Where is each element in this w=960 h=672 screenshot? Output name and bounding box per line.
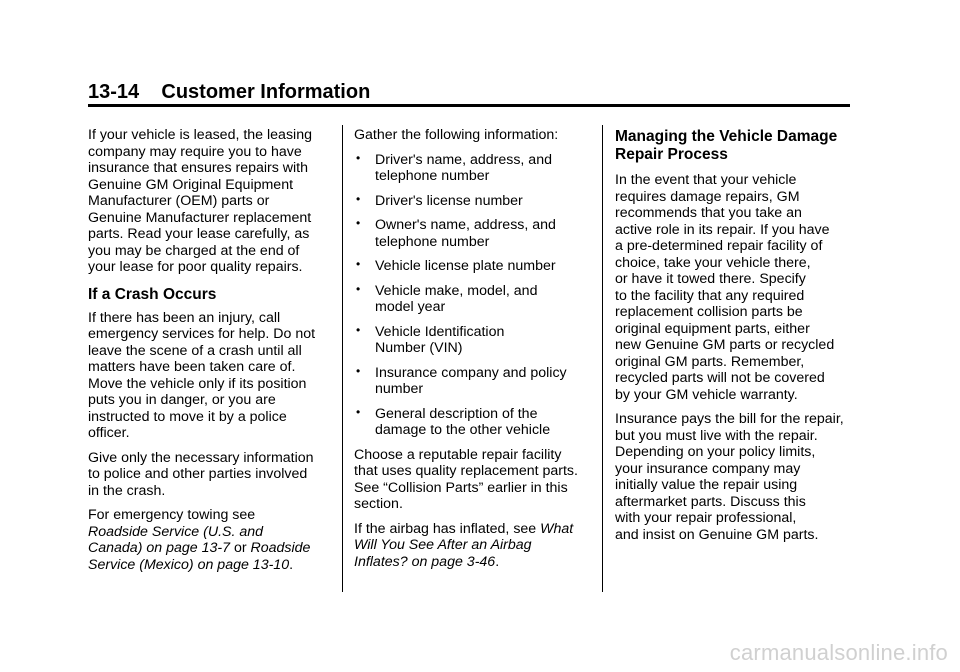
repair-facility-paragraph <box>354 447 594 513</box>
crash-paragraph <box>88 310 333 442</box>
text-line: Choose a reputable repair facility <box>354 446 562 463</box>
text-line: by your GM vehicle warranty. <box>615 386 798 403</box>
text-line: puts you in danger, or you are <box>88 392 276 408</box>
text-line: instructed to move it by a police <box>88 408 287 425</box>
text-line: company may require you to have <box>88 143 302 160</box>
info-list <box>354 152 594 439</box>
text-line: Vehicle make, model, and <box>375 282 538 299</box>
crash-heading: If a Crash Occurs <box>88 285 217 303</box>
text-line: aftermarket parts. Discuss this <box>615 493 806 510</box>
text-line: you may be charged at the end of <box>88 242 300 259</box>
bullet-icon: • <box>356 363 361 378</box>
header-rule <box>88 104 850 107</box>
towing-paragraph <box>88 507 333 573</box>
watermark: carmanualsonline.info <box>729 640 948 665</box>
text-line: Driver's name, address, and <box>375 151 552 168</box>
text-line: but you must live with the repair. <box>615 427 818 444</box>
text-line: See “Collision Parts” earlier in this <box>354 479 568 496</box>
text-line: section. <box>354 496 403 512</box>
damage-repair-paragraph <box>615 172 855 403</box>
text-line: model year <box>375 299 446 315</box>
list-item <box>354 406 594 439</box>
text-line: initially value the repair using <box>615 477 798 493</box>
column-divider <box>342 125 343 592</box>
lease-paragraph <box>88 127 333 276</box>
text-line: original equipment parts, either <box>615 320 810 337</box>
gather-intro <box>354 127 594 144</box>
airbag-text: If the airbag has inflated, see <box>354 520 541 537</box>
text-line <box>88 557 333 574</box>
column-2 <box>354 127 594 578</box>
text-line: Give only the necessary information <box>88 449 314 466</box>
text-line: leave the scene of a crash until all <box>88 342 302 359</box>
text-line: recycled parts will not be covered <box>615 370 825 386</box>
list-item <box>354 324 594 357</box>
text-line: to police and other parties involved <box>88 466 308 482</box>
text-line: damage to the other vehicle <box>375 422 551 438</box>
text-line: Vehicle license plate number <box>375 258 556 274</box>
list-item <box>354 258 594 275</box>
text-line: telephone number <box>375 233 490 250</box>
text-line: your lease for poor quality repairs. <box>88 259 303 275</box>
column-3 <box>615 127 855 551</box>
text-line: with your repair professional, <box>615 510 797 526</box>
heading-line: Repair Process <box>615 146 728 163</box>
text-line: your insurance company may <box>615 460 801 477</box>
bullet-icon: • <box>356 281 361 296</box>
connector-text: or <box>230 540 251 556</box>
text-line: matters have been taken care of. <box>88 359 296 375</box>
text-line: or have it towed there. Specify <box>615 271 806 287</box>
text-line: If your vehicle is leased, the leasing <box>88 127 312 143</box>
text-line: replacement collision parts be <box>615 304 803 320</box>
text-line: Driver's license number <box>375 192 523 209</box>
text-line: parts. Read your lease carefully, as <box>88 226 310 242</box>
text-line: recommends that you take an <box>615 205 802 221</box>
text-line: to the facility that any required <box>615 287 805 304</box>
period: . <box>495 553 500 570</box>
list-item <box>354 217 594 250</box>
text-line: emergency services for help. Do not <box>88 326 316 342</box>
text-line: General description of the <box>375 405 538 422</box>
text-line: choice, take your vehicle there, <box>615 254 811 271</box>
text-line: insurance that ensures repairs with <box>88 160 309 176</box>
text-line: Number (VIN) <box>375 340 463 356</box>
text-line: If there has been an injury, call <box>88 309 281 326</box>
bullet-icon: • <box>356 257 361 271</box>
bullet-icon: • <box>356 191 361 206</box>
text-line: number <box>375 381 424 397</box>
text-line <box>354 521 594 538</box>
text-line: and insist on Genuine GM parts. <box>615 526 819 543</box>
text-line: in the crash. <box>88 482 166 499</box>
text-line: For emergency towing see <box>88 507 256 523</box>
text-line: Genuine Manufacturer replacement <box>88 209 312 226</box>
text-line <box>354 554 594 571</box>
text-line: Insurance pays the bill for the repair, <box>615 411 844 427</box>
bullet-icon: • <box>356 216 361 230</box>
period: . <box>289 556 294 573</box>
list-item <box>354 283 594 316</box>
damage-repair-heading <box>615 128 855 164</box>
airbag-paragraph <box>354 521 594 571</box>
column-divider <box>602 125 603 592</box>
bullet-icon: • <box>356 150 361 165</box>
text-line: officer. <box>88 425 130 441</box>
text-line: new Genuine GM parts or recycled <box>615 337 835 353</box>
text-line: Insurance company and policy <box>375 364 567 381</box>
roadside-mexico-link[interactable]: Service (Mexico) on page 13-10 <box>88 556 290 573</box>
text-line: active role in its repair. If you have <box>615 221 830 238</box>
text-line: Vehicle Identification <box>375 323 505 340</box>
roadside-mexico-link[interactable]: Roadside <box>250 540 311 556</box>
list-item <box>354 365 594 398</box>
text-line <box>88 540 333 557</box>
bullet-icon: • <box>356 404 361 419</box>
text-line: Owner's name, address, and <box>375 217 556 233</box>
airbag-link[interactable]: What <box>540 520 574 537</box>
section-title: Customer Information <box>161 81 371 103</box>
list-item <box>354 152 594 185</box>
list-item <box>354 193 594 210</box>
bullet-icon: • <box>356 322 361 337</box>
airbag-link[interactable]: Inflates? on page 3-46 <box>354 553 496 570</box>
text-line: original GM parts. Remember, <box>615 353 805 370</box>
airbag-link[interactable]: Will You See After an Airbag <box>354 537 532 553</box>
text-line: that uses quality replacement parts. <box>354 463 578 479</box>
text-line: Gather the following information: <box>354 127 559 143</box>
text-line: Move the vehicle only if its position <box>88 375 307 392</box>
text-line: In the event that your vehicle <box>615 172 797 188</box>
text-line: Genuine GM Original Equipment <box>88 176 294 193</box>
page-number: 13-14 <box>88 81 140 103</box>
roadside-us-link[interactable]: Canada) on page 13-7 <box>88 540 230 556</box>
text-line: Depending on your policy limits, <box>615 444 816 460</box>
text-line: telephone number <box>375 168 490 184</box>
text-line: a pre-determined repair facility of <box>615 238 823 254</box>
roadside-us-link[interactable]: Roadside Service (U.S. and <box>88 523 264 540</box>
text-line: requires damage repairs, GM <box>615 188 800 205</box>
column-1 <box>88 127 333 581</box>
insurance-paragraph <box>615 411 855 543</box>
information-paragraph <box>88 450 333 500</box>
text-line: Manufacturer (OEM) parts or <box>88 193 270 209</box>
heading-line: Managing the Vehicle Damage <box>615 128 838 145</box>
page-header <box>88 80 370 104</box>
